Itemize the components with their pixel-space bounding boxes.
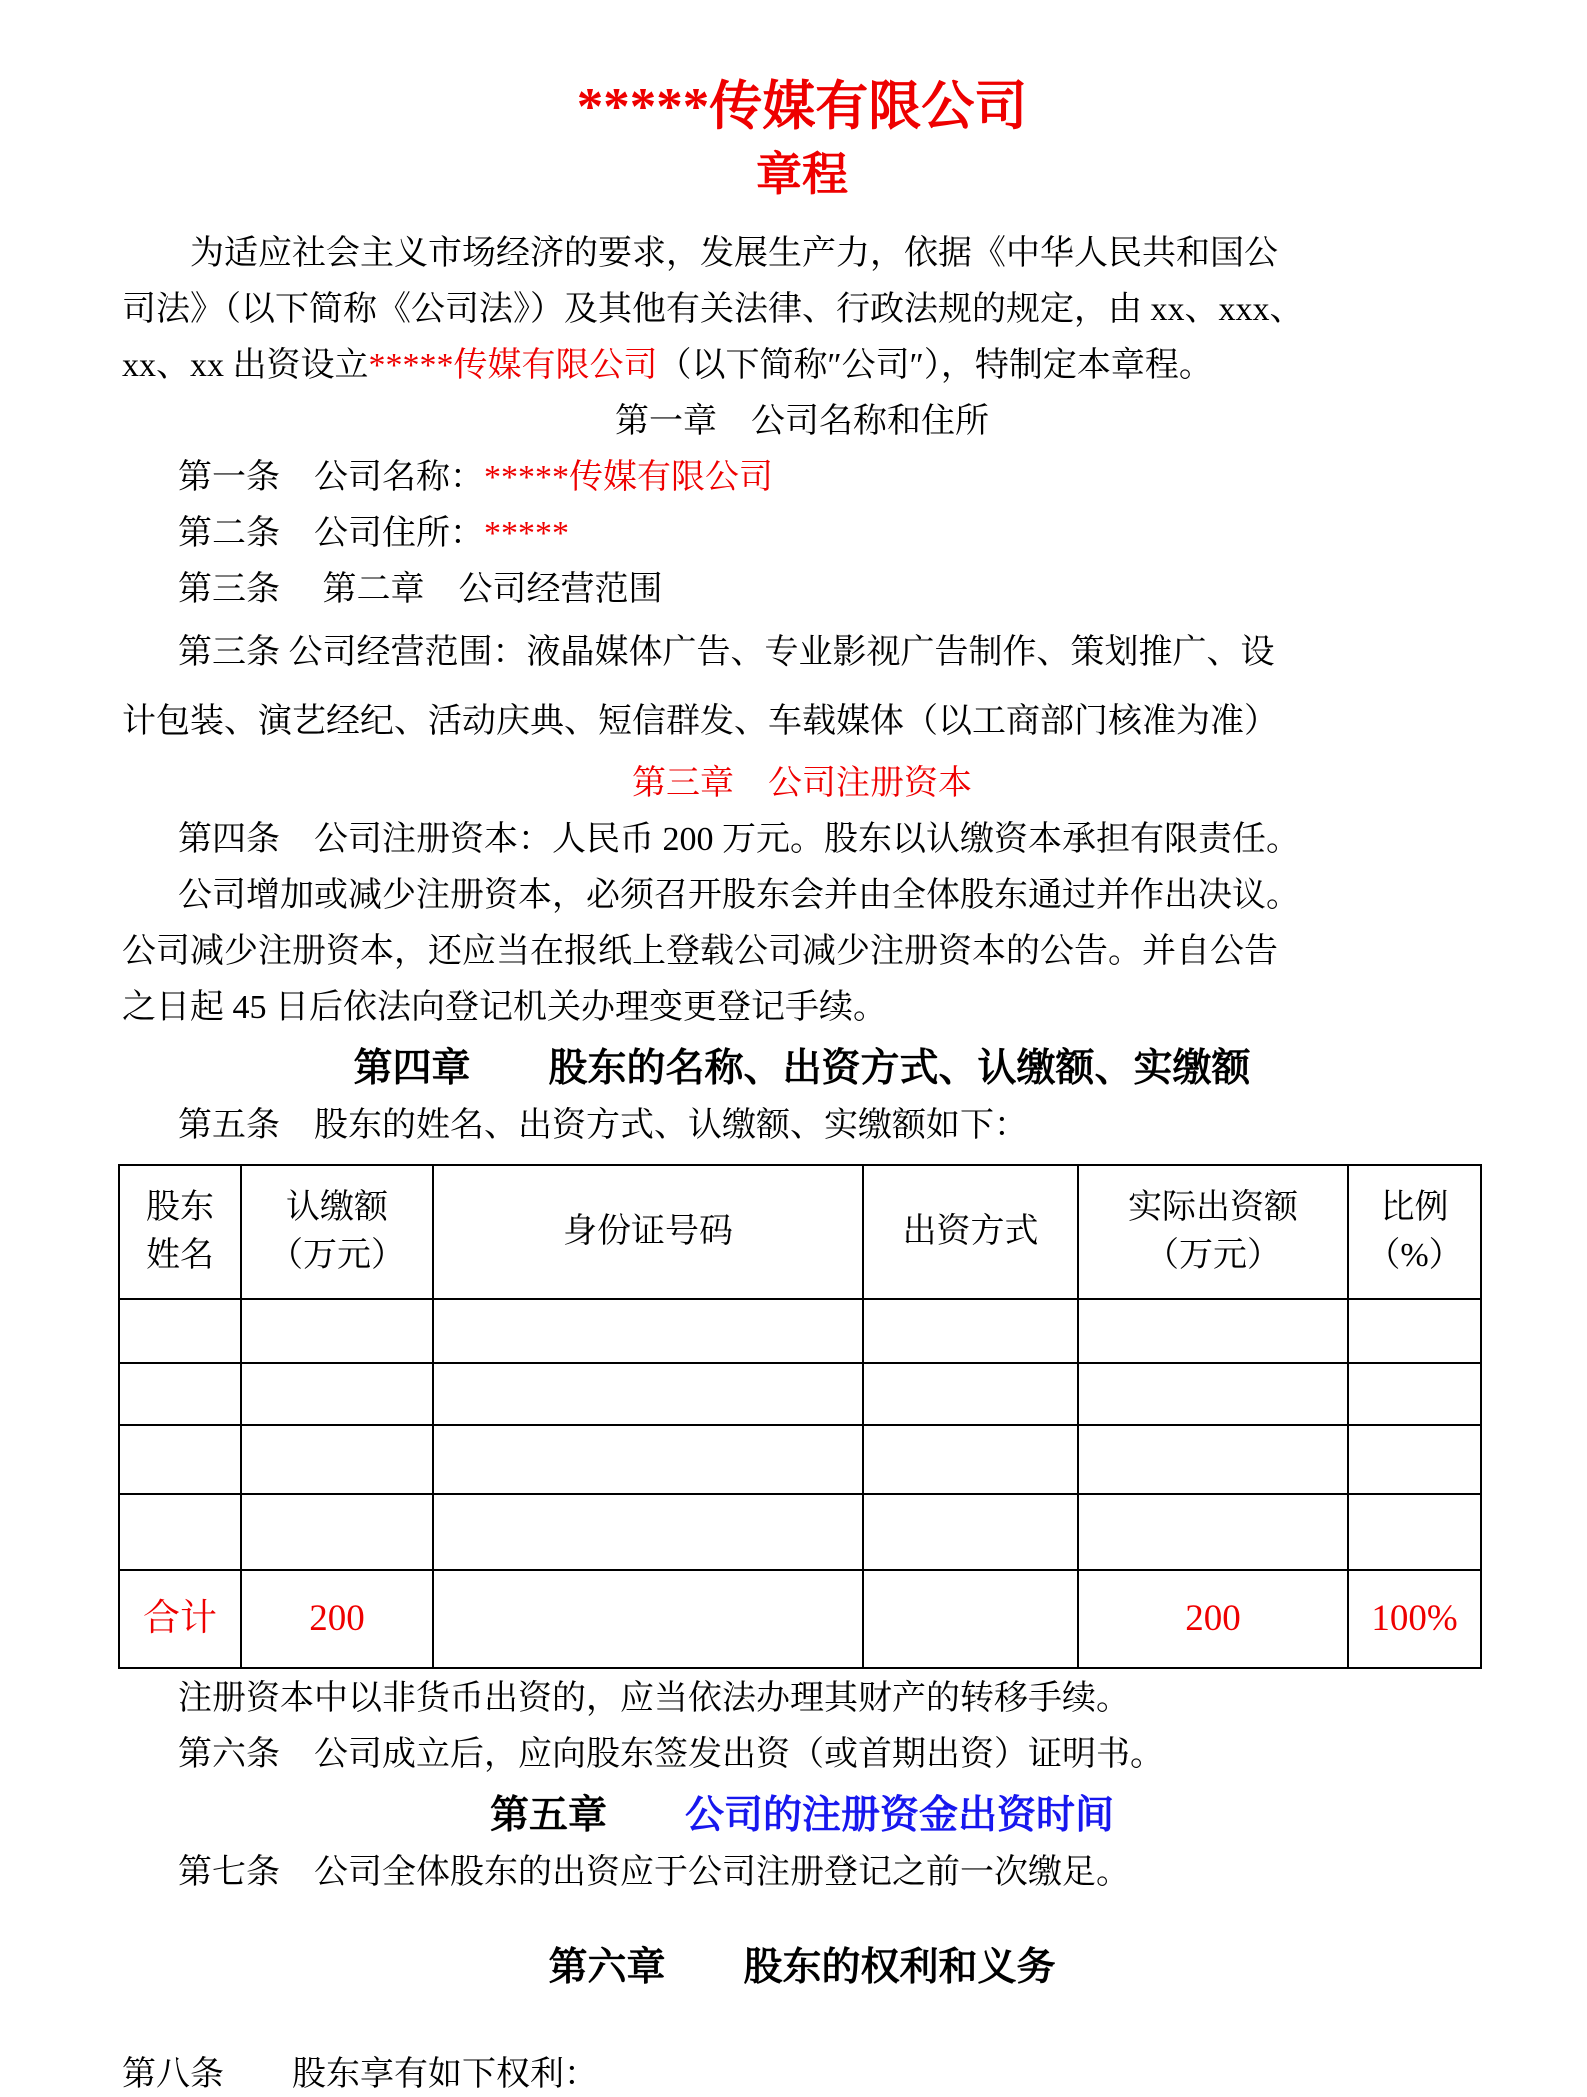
text-segment: 第七条 公司全体股东的出资应于公司注册登记之前一次缴足。 xyxy=(178,1854,1130,1891)
table-header-line: 认缴额 xyxy=(286,1189,388,1226)
table-empty-cell xyxy=(241,1494,433,1570)
text-segment: 第三章 公司注册资本 xyxy=(632,765,972,802)
intro-line-1 xyxy=(122,226,1482,282)
note-non-monetary xyxy=(122,1671,1482,1727)
table-empty-cell xyxy=(433,1299,863,1363)
table-empty-cell xyxy=(241,1425,433,1494)
table-header-line: 比例 xyxy=(1380,1189,1449,1226)
table-empty-cell xyxy=(863,1425,1078,1494)
article-7 xyxy=(122,1845,1482,1901)
table-empty-cell xyxy=(863,1494,1078,1570)
text-segment: 第四条 公司注册资本：人民币 200 万元。股东以认缴资本承担有限责任。 xyxy=(178,821,1300,858)
text-segment: 第一条 公司名称： xyxy=(178,459,484,496)
article-6 xyxy=(122,1727,1482,1783)
table-header-cell xyxy=(119,1165,241,1299)
document-body xyxy=(122,226,1482,2097)
article-3-chapter-2-heading xyxy=(122,562,1482,618)
article-4-line-4 xyxy=(122,980,1482,1036)
text-segment: 第三条 第二章 公司经营范围 xyxy=(178,571,663,608)
table-total-cell: 200 xyxy=(1078,1570,1348,1668)
table-empty-cell xyxy=(433,1363,863,1425)
text-segment: 第六章 股东的权利和义务 xyxy=(548,1946,1056,1989)
table-header-cell xyxy=(1078,1165,1348,1299)
table-empty-cell xyxy=(1348,1299,1481,1363)
table-header-line: （万元） xyxy=(1145,1237,1281,1274)
table-empty-cell xyxy=(863,1299,1078,1363)
article-8 xyxy=(122,2047,1482,2097)
document-title: *****传媒有限公司 xyxy=(576,78,1028,136)
text-segment: 第二条 公司住所： xyxy=(178,515,484,552)
table-total-cell xyxy=(433,1570,863,1668)
table-total-cell: 200 xyxy=(241,1570,433,1668)
text-segment: 第三条 公司经营范围：液晶媒体广告、专业影视广告制作、策划推广、设 xyxy=(178,634,1275,671)
table-empty-row xyxy=(119,1425,1481,1494)
article-4-line-3 xyxy=(122,924,1482,980)
text-segment: 公司增加或减少注册资本，必须召开股东会并由全体股东通过并作出决议。 xyxy=(178,877,1300,914)
text-segment: *****传媒有限公司 xyxy=(368,347,658,384)
table-empty-cell xyxy=(241,1363,433,1425)
chapter-1-heading xyxy=(122,394,1482,450)
table-empty-cell xyxy=(1078,1363,1348,1425)
table-empty-cell xyxy=(1078,1494,1348,1570)
text-segment: 公司减少注册资本，还应当在报纸上登载公司减少注册资本的公告。并自公告 xyxy=(122,933,1278,970)
table-header-line: 股东 xyxy=(146,1189,214,1226)
text-segment: 第五章 xyxy=(489,1794,685,1837)
shareholders-table xyxy=(118,1164,1482,1669)
text-segment: 为适应社会主义市场经济的要求，发展生产力，依据《中华人民共和国公 xyxy=(190,235,1278,272)
article-4-line-1 xyxy=(122,812,1482,868)
text-segment: 第一章 公司名称和住所 xyxy=(615,403,989,440)
text-segment: ***** xyxy=(484,515,569,552)
article-1 xyxy=(122,450,1482,506)
table-header-line: 实际出资额 xyxy=(1128,1189,1298,1226)
table-total-cell: 100% xyxy=(1348,1570,1481,1668)
table-empty-cell xyxy=(1348,1494,1481,1570)
table-header-line: （万元） xyxy=(269,1237,405,1274)
article-4-line-2 xyxy=(122,868,1482,924)
table-empty-cell xyxy=(1078,1425,1348,1494)
table-header-cell xyxy=(1348,1165,1481,1299)
table-empty-row xyxy=(119,1494,1481,1570)
table-total-row xyxy=(119,1570,1481,1668)
article-3-line-1 xyxy=(122,618,1482,687)
table-empty-row xyxy=(119,1299,1481,1363)
table-header-line: 出资方式 xyxy=(902,1213,1039,1250)
table-empty-cell xyxy=(863,1363,1078,1425)
table-empty-cell xyxy=(433,1494,863,1570)
article-2 xyxy=(122,506,1482,562)
table-header-line: 身份证号码 xyxy=(563,1213,733,1250)
chapter-3-heading xyxy=(122,756,1482,812)
text-segment: 注册资本中以非货币出资的，应当依法办理其财产的转移手续。 xyxy=(178,1680,1130,1717)
text-segment: 公司的注册资金出资时间 xyxy=(685,1794,1115,1837)
text-segment: 司法》（以下简称《公司法》）及其他有关法律、行政法规的规定，由 xx、xxx、 xyxy=(122,291,1304,328)
table-header-cell xyxy=(241,1165,433,1299)
table-empty-cell xyxy=(119,1299,241,1363)
intro-line-2 xyxy=(122,282,1482,338)
table-empty-row xyxy=(119,1363,1481,1425)
text-segment: 计包装、演艺经纪、活动庆典、短信群发、车载媒体（以工商部门核准为准） xyxy=(122,703,1278,740)
article-5 xyxy=(122,1098,1482,1154)
text-segment: *****传媒有限公司 xyxy=(484,459,773,496)
text-segment: 第四章 股东的名称、出资方式、认缴额、实缴额 xyxy=(353,1047,1251,1090)
table-total-cell xyxy=(863,1570,1078,1668)
table-empty-cell xyxy=(119,1425,241,1494)
table-empty-cell xyxy=(1348,1363,1481,1425)
article-3-line-2 xyxy=(122,687,1482,756)
chapter-4-heading xyxy=(122,1040,1482,1098)
text-segment: （以下简称″公司″），特制定本章程。 xyxy=(657,347,1213,384)
table-header-row xyxy=(119,1165,1481,1299)
chapter-5-heading xyxy=(122,1787,1482,1845)
document-subtitle: 章程 xyxy=(756,149,848,200)
text-segment: 第五条 股东的姓名、出资方式、认缴额、实缴额如下： xyxy=(178,1107,1028,1144)
table-header-cell xyxy=(433,1165,863,1299)
chapter-6-heading xyxy=(122,1939,1482,1997)
table-empty-cell xyxy=(433,1425,863,1494)
table-header-cell xyxy=(863,1165,1078,1299)
text-segment: 第六条 公司成立后，应向股东签发出资（或首期出资）证明书。 xyxy=(178,1736,1164,1773)
table-empty-cell xyxy=(119,1494,241,1570)
intro-line-3 xyxy=(122,338,1482,394)
table-header-line: 姓名 xyxy=(146,1237,214,1274)
table-empty-cell xyxy=(1078,1299,1348,1363)
table-total-cell: 合计 xyxy=(119,1570,241,1668)
table-empty-cell xyxy=(241,1299,433,1363)
table-header-line: （%） xyxy=(1366,1237,1463,1274)
table-empty-cell xyxy=(119,1363,241,1425)
text-segment: 之日起 45 日后依法向登记机关办理变更登记手续。 xyxy=(122,989,887,1026)
text-segment: xx、xx 出资设立 xyxy=(122,347,369,384)
text-segment: 第八条 股东享有如下权利： xyxy=(122,2056,598,2093)
table-empty-cell xyxy=(1348,1425,1481,1494)
